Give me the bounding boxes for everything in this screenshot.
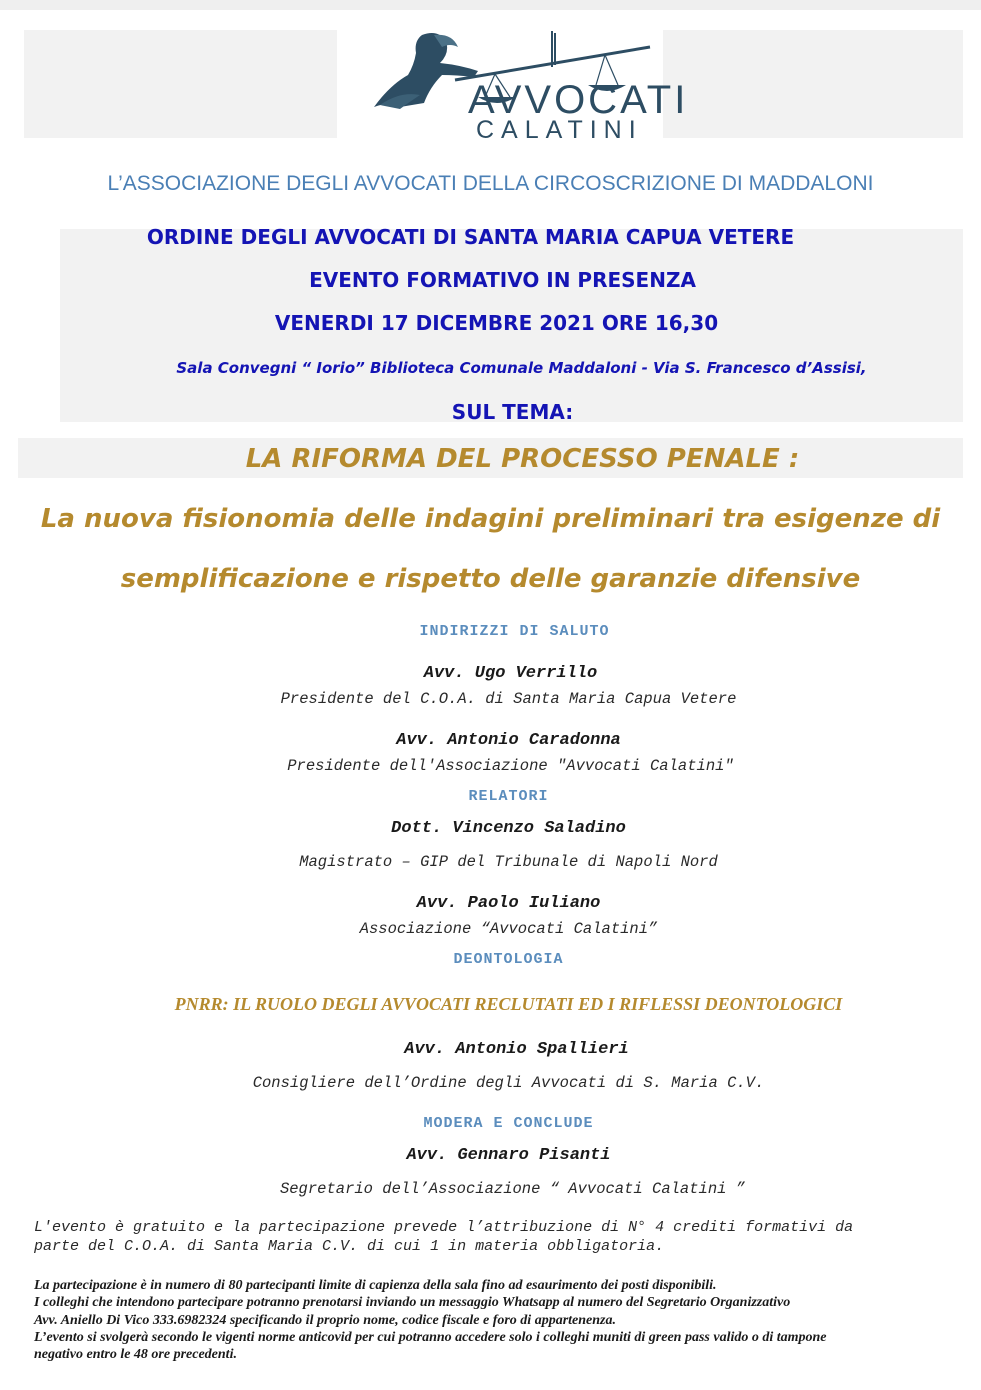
theme-label: SUL TEMA: — [451, 400, 574, 424]
ethics-speaker-role: Consigliere dell’Ordine degli Avvocati di S. Maria C.V. — [252, 1074, 765, 1092]
topic-subtitle-line1: La nuova fisionomia delle indagini preliminari tra esigenze di — [40, 504, 941, 534]
speaker2-role: Associazione “Avvocati Calatini” — [359, 920, 658, 938]
credits-paragraph — [34, 1218, 954, 1256]
ethics-label: DEONTOLOGIA — [453, 951, 564, 968]
note-line1: La partecipazione è in numero di 80 partecipanti limite di capienza della sala fino ad esaurimento dei posti disponibili. — [34, 1278, 717, 1293]
logo-text-avvocati: AVVOCATI — [468, 78, 689, 122]
event-type: EVENTO FORMATIVO IN PRESENZA — [309, 268, 696, 292]
ethics-speaker-name: Avv. Antonio Spallieri — [404, 1040, 629, 1059]
topic-title: LA RIFORMA DEL PROCESSO PENALE : — [245, 444, 800, 474]
greeting2-role: Presidente dell'Associazione "Avvocati Calatini" — [287, 757, 734, 775]
topic-subtitle-line2: semplificazione e rispetto delle garanzie difensive — [120, 564, 861, 594]
logo-side-panel-right — [663, 30, 963, 138]
credits-line1: L'evento è gratuito e la partecipazione prevede l’attribuzione di N° 4 crediti formativi da — [34, 1219, 854, 1236]
greeting2-name: Avv. Antonio Caradonna — [396, 731, 621, 750]
association-heading: L’ASSOCIAZIONE DEGLI AVVOCATI DELLA CIRCOSCRIZIONE DI MADDALONI — [107, 172, 874, 195]
note-line5: negativo entro le 48 ore precedenti. — [34, 1347, 237, 1363]
greeting1-name: Avv. Ugo Verrillo — [423, 664, 598, 683]
ethics-title: PNRR: IL RUOLO DEGLI AVVOCATI RECLUTATI ED I RIFLESSI DEONTOLOGICI — [174, 994, 843, 1014]
credits-line2: parte del C.O.A. di Santa Maria C.V. di cui 1 in materia obbligatoria. — [34, 1238, 665, 1255]
moderator-role: Segretario dell’Associazione “ Avvocati Calatini ” — [279, 1180, 746, 1198]
greeting1-role: Presidente del C.O.A. di Santa Maria Capua Vetere — [280, 690, 737, 708]
speaker1-role: Magistrato – GIP del Tribunale di Napoli Nord — [299, 853, 718, 871]
top-band — [0, 0, 981, 10]
note-line2: I colleghi che intendono partecipare potranno prenotarsi inviando un messaggio Whatsapp al numero del Segretario Organizzativo — [34, 1295, 791, 1311]
speakers-label: RELATORI — [468, 788, 549, 805]
moderator-label: MODERA E CONCLUDE — [423, 1115, 594, 1132]
event-date: VENERDI 17 DICEMBRE 2021 ORE 16,30 — [274, 311, 719, 335]
speaker1-name: Dott. Vincenzo Saladino — [391, 819, 626, 838]
moderator-name: Avv. Gennaro Pisanti — [406, 1146, 611, 1165]
participation-note — [34, 1277, 954, 1363]
speaker2-name: Avv. Paolo Iuliano — [416, 894, 601, 913]
order-title: ORDINE DEGLI AVVOCATI DI SANTA MARIA CAPUA VETERE — [146, 225, 795, 249]
logo-text-calatini: CALATINI — [476, 116, 643, 144]
note-line3: Avv. Aniello Di Vico 333.6982324 specificando il proprio nome, codice fiscale e foro di appartenenza. — [34, 1312, 616, 1328]
event-venue: Sala Convegni “ Iorio” Biblioteca Comunale Maddaloni - Via S. Francesco d’Assisi, — [176, 359, 867, 377]
greetings-label: INDIRIZZI DI SALUTO — [419, 623, 610, 640]
note-line4: L’evento si svolgerà secondo le vigenti norme anticovid per cui potranno accedere solo i colleghi muniti di green pass valido o di tampone — [34, 1329, 827, 1345]
logo-side-panel-left — [24, 30, 337, 138]
